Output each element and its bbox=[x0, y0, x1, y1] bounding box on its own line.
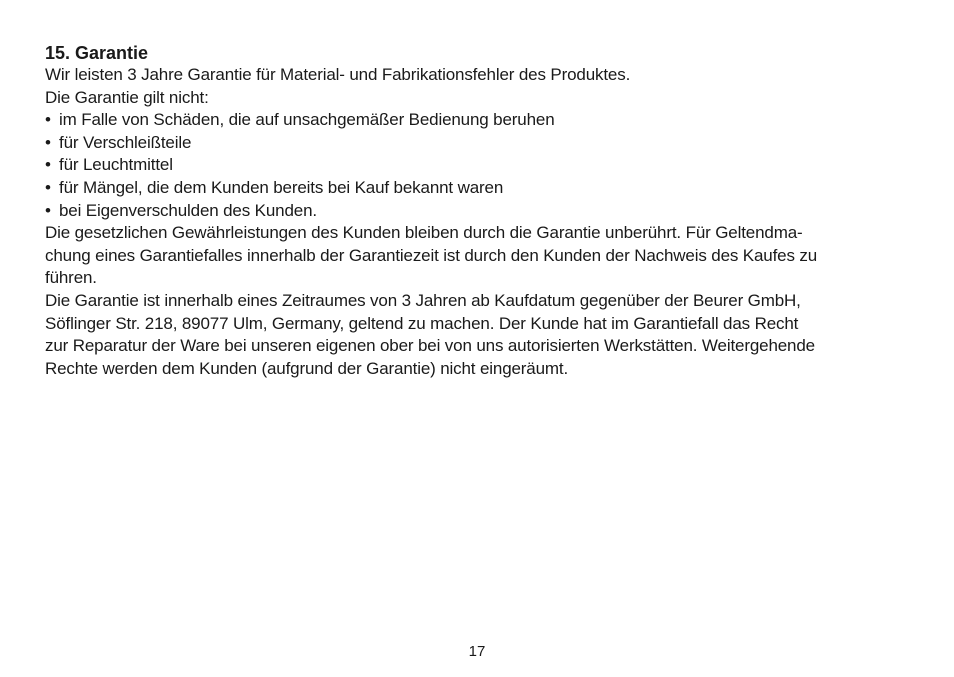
paragraph-line: zur Reparatur der Ware bei unseren eigenen ober bei von uns autorisierten Werkstätten. Weitergehende bbox=[45, 336, 815, 356]
exclusion-lead: Die Garantie gilt nicht: bbox=[45, 87, 209, 107]
paragraph-line: Söflinger Str. 218, 89077 Ulm, Germany, geltend zu machen. Der Kunde hat im Garantiefall das Recht bbox=[45, 313, 799, 333]
bullet: • bbox=[45, 200, 51, 220]
bullet: • bbox=[45, 110, 51, 130]
list-item bbox=[45, 200, 915, 223]
claim-procedure-paragraph bbox=[45, 290, 915, 380]
exclusion-text: bei Eigenverschulden des Kunden. bbox=[59, 200, 317, 220]
list-item bbox=[45, 177, 915, 200]
paragraph-line: führen. bbox=[45, 268, 97, 288]
bullet: • bbox=[45, 177, 51, 197]
list-item bbox=[45, 132, 915, 155]
bullet: • bbox=[45, 155, 51, 175]
exclusion-text: für Leuchtmittel bbox=[59, 155, 173, 175]
warranty-intro: Wir leisten 3 Jahre Garantie für Material- und Fabrikationsfehler des Produktes. bbox=[45, 65, 631, 84]
section-title: 15. Garantie bbox=[45, 43, 149, 63]
paragraph-line: Rechte werden dem Kunden (aufgrund der Garantie) nicht eingeräumt. bbox=[45, 358, 569, 378]
statutory-rights-paragraph bbox=[45, 222, 915, 290]
exclusion-text: im Falle von Schäden, die auf unsachgemäßer Bedienung beruhen bbox=[59, 110, 555, 130]
list-item bbox=[45, 109, 915, 132]
paragraph-line: Die gesetzlichen Gewährleistungen des Kunden bleiben durch die Garantie unberührt. Für Geltendma- bbox=[45, 223, 803, 243]
exclusion-text: für Verschleißteile bbox=[59, 132, 192, 152]
paragraph-line: chung eines Garantiefalles innerhalb der Garantiezeit ist durch den Kunden der Nachweis des Kaufes zu bbox=[45, 245, 818, 265]
list-item bbox=[45, 154, 915, 177]
page-number: 17 bbox=[468, 643, 486, 660]
warranty-section bbox=[45, 42, 915, 380]
exclusion-list bbox=[45, 109, 915, 222]
exclusion-text: für Mängel, die dem Kunden bereits bei Kauf bekannt waren bbox=[59, 177, 504, 197]
paragraph-line: Die Garantie ist innerhalb eines Zeitraumes von 3 Jahren ab Kaufdatum gegenüber der Beurer GmbH, bbox=[45, 290, 801, 310]
bullet: • bbox=[45, 132, 51, 152]
